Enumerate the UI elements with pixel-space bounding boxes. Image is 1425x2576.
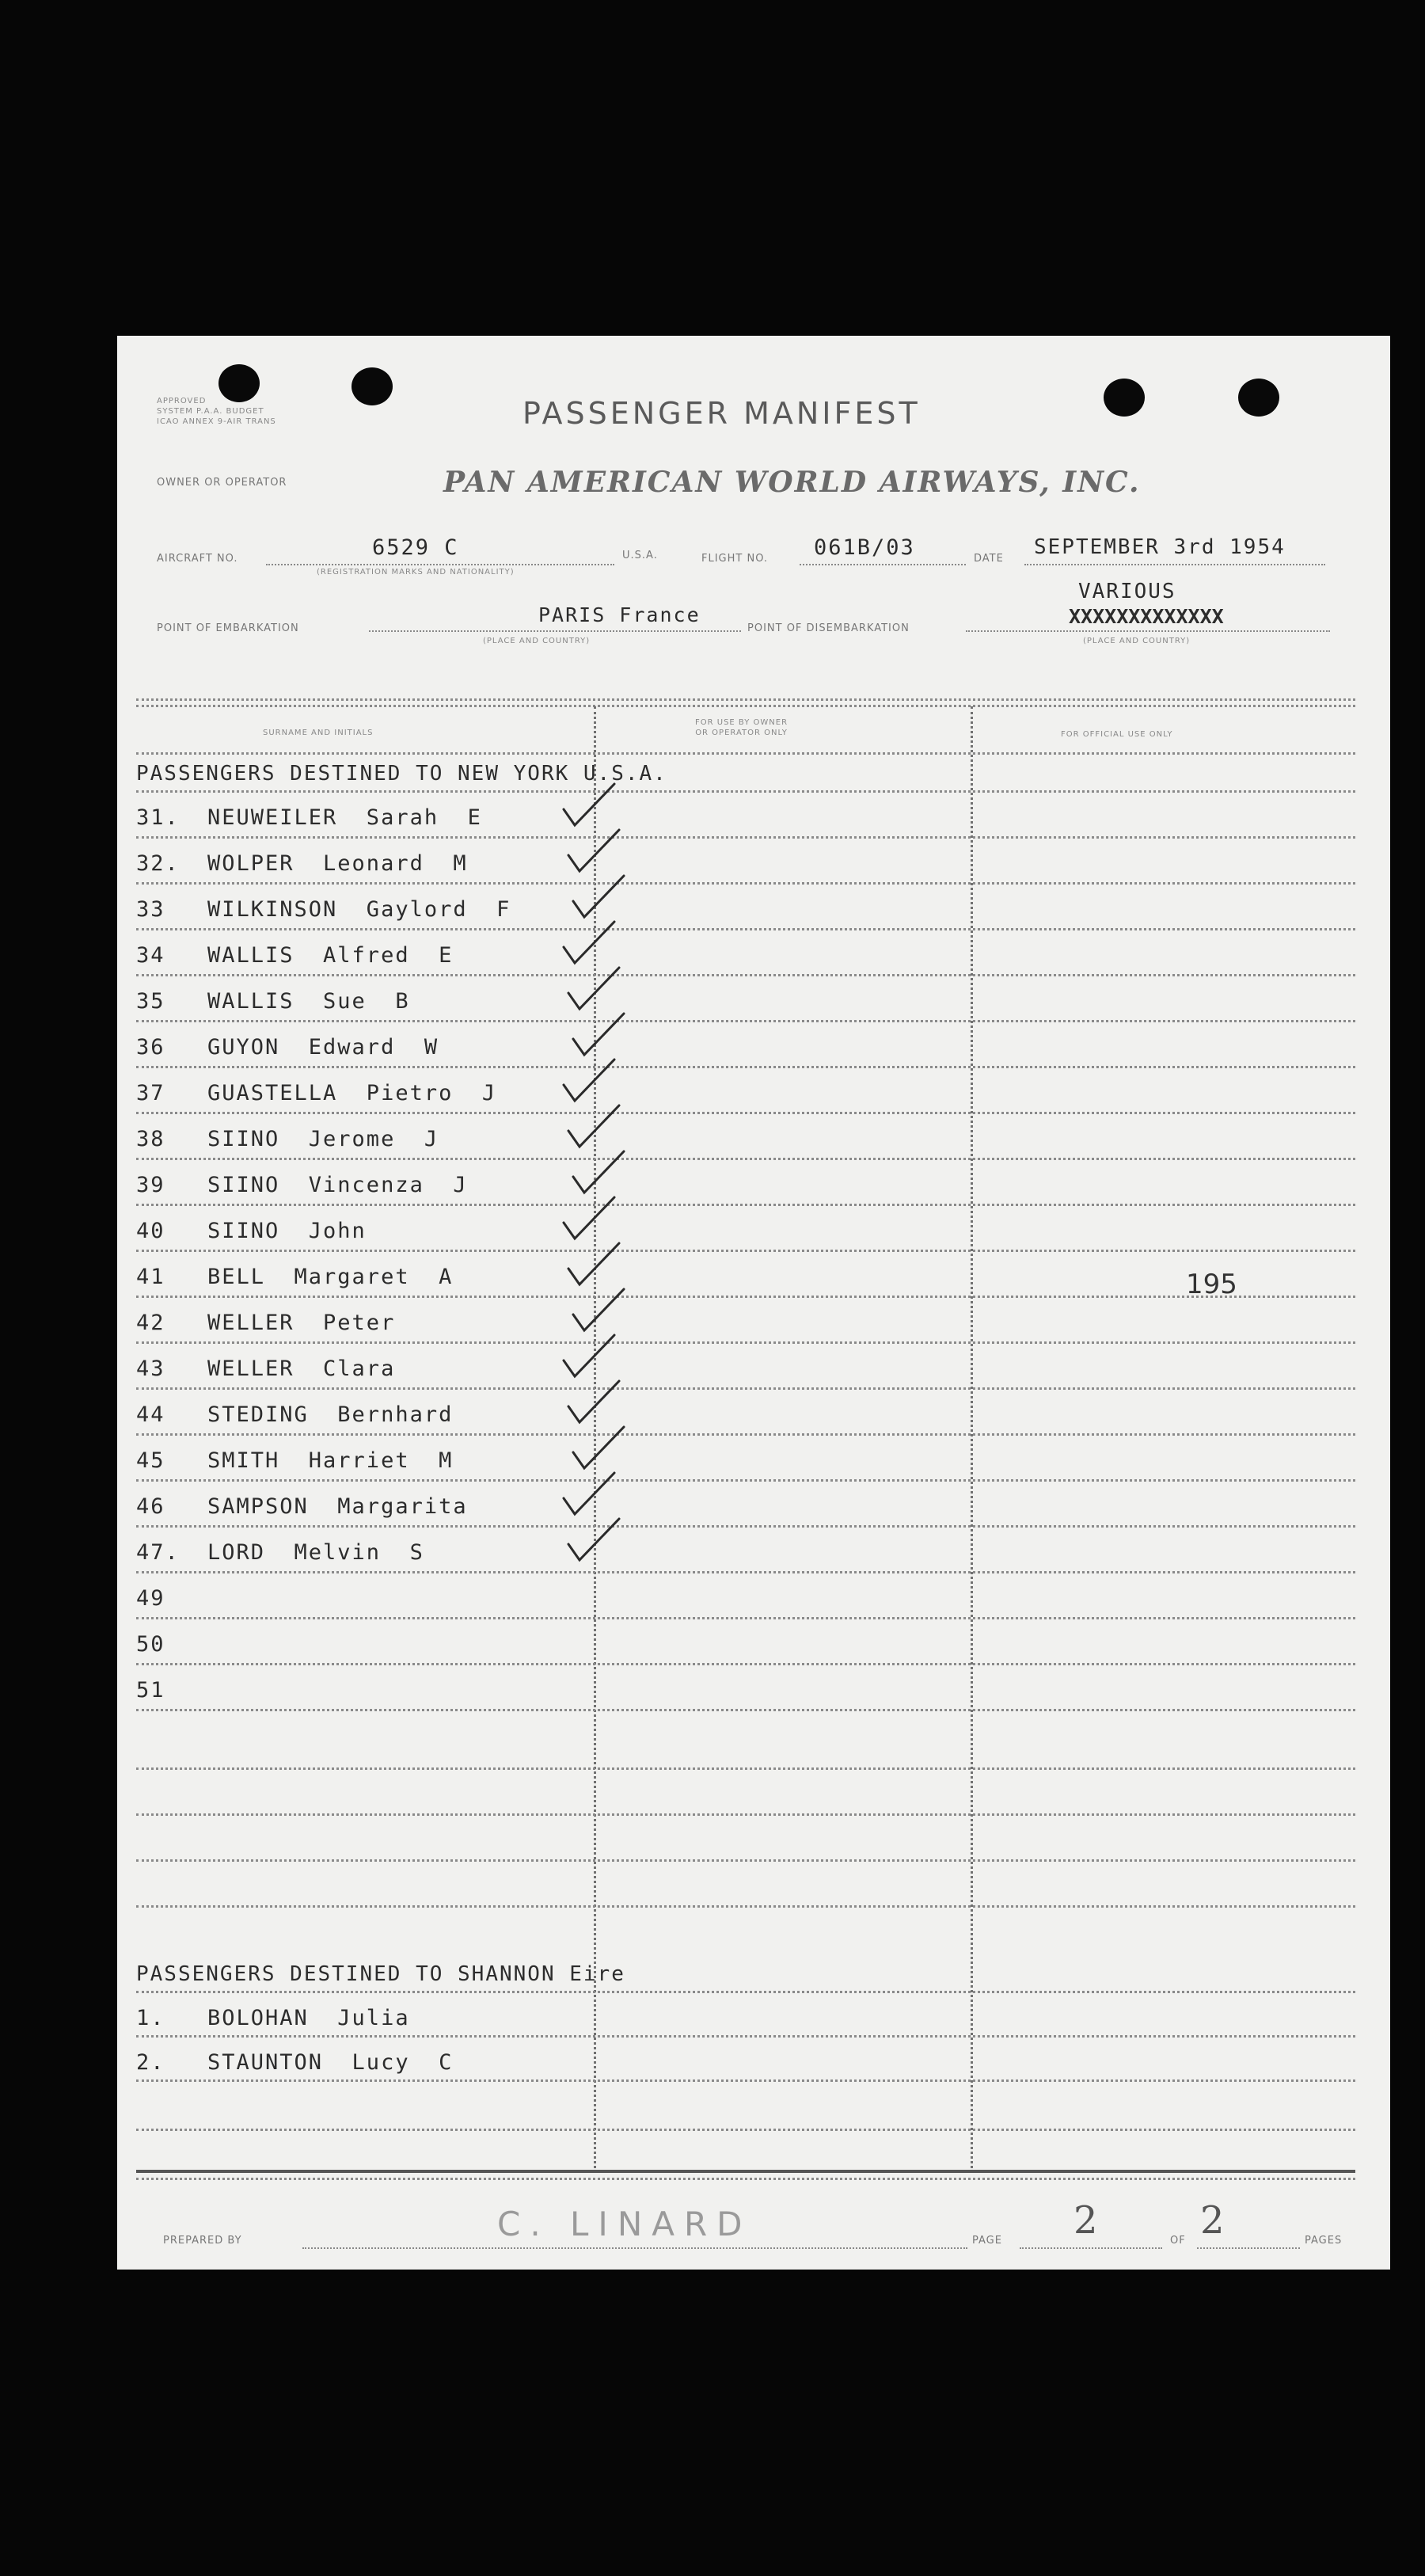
column-header-owner [695,717,788,738]
passenger-number: 51 [136,1678,165,1703]
pages-label: PAGES [1305,2235,1343,2247]
owner-value: PAN AMERICAN WORLD AIRWAYS, INC. [443,466,1141,499]
passenger-row [136,1992,1355,2038]
disembark-struck: XXXXXXXXXXXXX [1069,605,1224,628]
passenger-number: 46 [136,1494,165,1519]
column-header-official: FOR OFFICIAL USE ONLY [1061,730,1173,739]
disembark-value: VARIOUS [1078,580,1176,603]
passenger-number: 35 [136,989,165,1014]
passenger-name: SIINO John [207,1219,367,1243]
passenger-name: SIINO Vincenza J [207,1173,468,1197]
page-title: PASSENGER MANIFEST [522,396,921,431]
passenger-number: 41 [136,1265,165,1289]
aircraft-value: 6529 C [372,535,459,560]
passenger-row [136,884,1355,930]
page-total: 2 [1200,2198,1225,2243]
approval-line: SYSTEM P.A.A. BUDGET [157,407,264,416]
passenger-number: 39 [136,1173,165,1197]
passenger-name: BOLOHAN Julia [207,2006,410,2030]
passenger-row [136,1159,1355,1205]
disembark-label: POINT OF DISEMBARKATION [747,622,910,634]
passenger-row [136,1067,1355,1113]
passenger-row [136,1113,1355,1159]
column-header-owner-line: FOR USE BY OWNER [695,718,788,727]
column-header-owner-line: OR OPERATOR ONLY [695,729,788,737]
passenger-row [136,1251,1355,1297]
page-number: 2 [1074,2198,1098,2243]
passenger-name: SAMPSON Margarita [207,1494,468,1519]
section-heading-new-york: PASSENGERS DESTINED TO NEW YORK U.S.A. [136,762,667,786]
passenger-number: 47. [136,1540,180,1565]
passenger-name: WILKINSON Gaylord F [207,897,511,922]
page-label: PAGE [972,2235,1002,2247]
section-heading-shannon: PASSENGERS DESTINED TO SHANNON Eire [136,1962,625,1986]
of-label: OF [1170,2235,1186,2247]
passenger-number: 37 [136,1081,165,1105]
passenger-name: LORD Melvin S [207,1540,424,1565]
passenger-row [136,1205,1355,1251]
passenger-name: WALLIS Sue B [207,989,410,1014]
passenger-name: STEDING Bernhard [207,1402,454,1427]
passenger-number: 50 [136,1632,165,1657]
flight-label: FLIGHT NO. [701,553,769,565]
aircraft-label: AIRCRAFT NO. [157,553,238,565]
disembark-caption: (PLACE AND COUNTRY) [1083,637,1191,645]
flight-value: 061B/03 [814,535,915,560]
date-value: SEPTEMBER 3rd 1954 [1034,535,1286,559]
passenger-row [136,1619,1355,1665]
passenger-number: 36 [136,1035,165,1060]
passenger-name: WOLPER Leonard M [207,851,468,876]
approval-line: ICAO ANNEX 9-AIR TRANS [157,417,276,426]
embark-value: PARIS France [538,603,701,626]
punch-hole [1238,379,1279,417]
punch-hole [1104,379,1145,417]
owner-label: OWNER OR OPERATOR [157,477,287,489]
passenger-row [136,1435,1355,1481]
passenger-number: 49 [136,1586,165,1611]
passenger-name: WELLER Peter [207,1311,396,1335]
passenger-number: 33 [136,897,165,922]
approval-line: APPROVED [157,397,207,405]
passenger-number: 2. [136,2050,165,2075]
passenger-name: GUYON Edward W [207,1035,439,1060]
passenger-name: WALLIS Alfred E [207,943,454,968]
date-label: DATE [974,553,1004,565]
passenger-number: 1. [136,2006,165,2030]
passenger-name: BELL Margaret A [207,1265,454,1289]
passenger-name: STAUNTON Lucy C [207,2050,454,2075]
embark-caption: (PLACE AND COUNTRY) [483,637,591,645]
passenger-row [136,838,1355,884]
passenger-row [136,1343,1355,1389]
passenger-number: 38 [136,1127,165,1151]
passenger-number: 45 [136,1448,165,1473]
column-header-surname: SURNAME AND INITIALS [263,729,374,737]
passenger-name: WELLER Clara [207,1356,396,1381]
checkmark-icon [559,1514,646,1577]
passenger-row [136,1022,1355,1067]
passenger-row [136,2037,1355,2083]
passenger-row [136,1297,1355,1343]
passenger-name: GUASTELLA Pietro J [207,1081,497,1105]
passenger-row [136,1481,1355,1527]
passenger-number: 40 [136,1219,165,1243]
passenger-row [136,1573,1355,1619]
passenger-row [136,792,1355,838]
prepared-by-label: PREPARED BY [163,2235,242,2247]
passenger-number: 34 [136,943,165,968]
passenger-number: 42 [136,1311,165,1335]
official-code: 195 [1186,1269,1237,1300]
passenger-row [136,930,1355,976]
nationality: U.S.A. [622,550,658,561]
passenger-row [136,1527,1355,1573]
passenger-row [136,1665,1355,1710]
passenger-row [136,1389,1355,1435]
passenger-name: SIINO Jerome J [207,1127,439,1151]
embark-label: POINT OF EMBARKATION [157,622,299,634]
passenger-name: NEUWEILER Sarah E [207,805,482,830]
punch-hole [352,367,393,405]
passenger-number: 32. [136,851,180,876]
passenger-number: 44 [136,1402,165,1427]
passenger-number: 43 [136,1356,165,1381]
approval-stamp [157,396,276,427]
prepared-by-signature: C. LINARD [497,2205,752,2243]
aircraft-caption: (REGISTRATION MARKS AND NATIONALITY) [317,568,515,576]
passenger-number: 31. [136,805,180,830]
passenger-name: SMITH Harriet M [207,1448,454,1473]
passenger-row [136,976,1355,1022]
